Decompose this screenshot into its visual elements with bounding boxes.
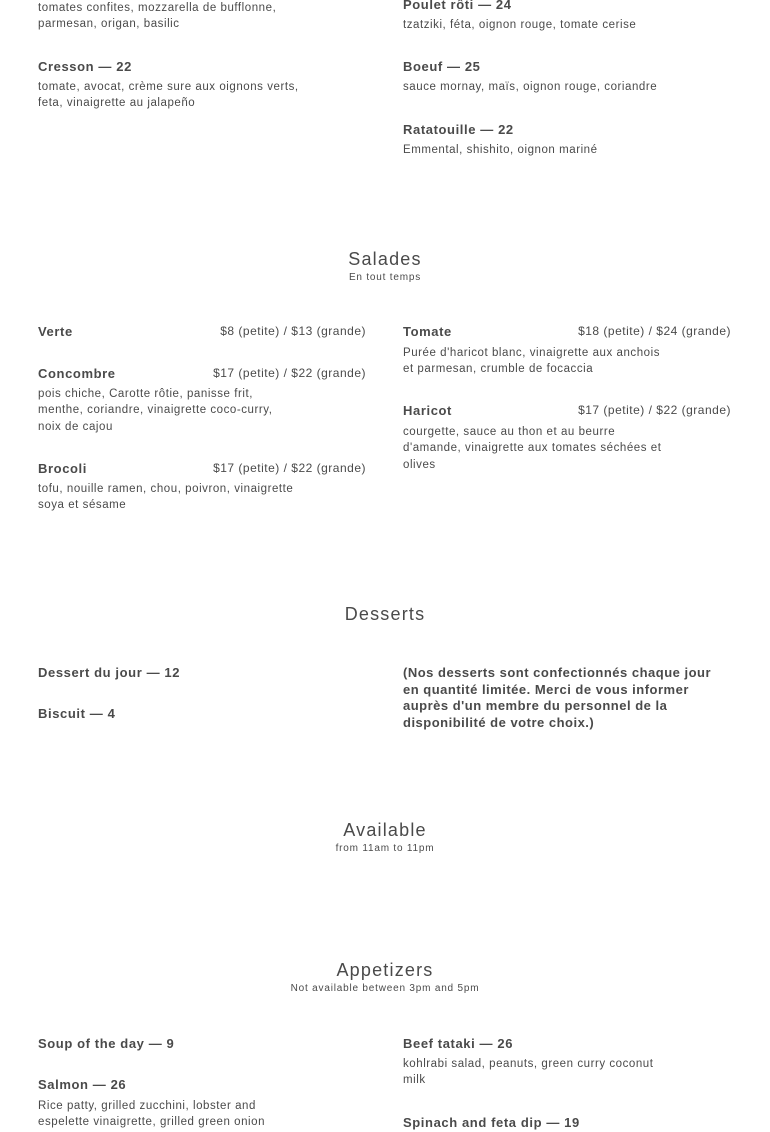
concombre-desc: pois chiche, Carotte rôtie, panisse frit, menthe, coriandre, vinaigrette coco-curry, noix de cajou xyxy=(38,388,273,433)
verte-name: Verte xyxy=(38,324,73,339)
haricot-desc: courgette, sauce au thon et au beurre d'amande, vinaigrette aux tomates séchées et olives xyxy=(403,426,662,471)
tomate-name: Tomate xyxy=(403,324,452,339)
concombre-name: Concombre xyxy=(38,366,116,381)
tomate-desc: Purée d'haricot blanc, vinaigrette aux anchois et parmesan, crumble de focaccia xyxy=(403,347,660,376)
desserts-title: Desserts xyxy=(344,604,426,624)
cresson-name: Cresson — 22 xyxy=(38,59,132,74)
salades-title: Salades xyxy=(348,249,422,269)
desserts-note: (Nos desserts sont confectionnés chaque jour en quantité limitée. Merci de vous informer auprès d'un membre du personnel de la disponibilité de votre choix.) xyxy=(403,665,712,730)
concombre-price: $17 (petite) / $22 (grande) xyxy=(213,366,366,380)
haricot-name: Haricot xyxy=(403,403,452,418)
top-partial-desc: tomates confites, mozzarella de bufflonne, parmesan, origan, basilic xyxy=(38,2,277,31)
soup-name: Soup of the day — 9 xyxy=(38,1036,175,1051)
brocoli-desc: tofu, nouille ramen, chou, poivron, vinaigrette soya et sésame xyxy=(38,483,294,512)
tomate-price: $18 (petite) / $24 (grande) xyxy=(578,324,731,338)
boeuf-name: Boeuf — 25 xyxy=(403,59,481,74)
poulet-desc: tzatziki, féta, oignon rouge, tomate cerise xyxy=(403,19,637,31)
cresson-desc: tomate, avocat, crème sure aux oignons verts, feta, vinaigrette au jalapeño xyxy=(38,81,299,110)
spinach-dip-name: Spinach and feta dip — 19 xyxy=(403,1115,580,1130)
beef-tataki-desc: kohlrabi salad, peanuts, green curry coconut milk xyxy=(403,1058,654,1087)
ratatouille-desc: Emmental, shishito, oignon mariné xyxy=(403,144,598,156)
biscuit-name: Biscuit — 4 xyxy=(38,706,116,721)
salades-subtitle: En tout temps xyxy=(348,272,422,283)
beef-tataki-name: Beef tataki — 26 xyxy=(403,1036,514,1051)
appetizers-title: Appetizers xyxy=(336,960,434,980)
poulet-name: Poulet rôti — 24 xyxy=(403,0,512,12)
dessert-du-jour-name: Dessert du jour — 12 xyxy=(38,665,181,680)
haricot-price: $17 (petite) / $22 (grande) xyxy=(578,403,731,417)
salmon-desc: Rice patty, grilled zucchini, lobster and espelette vinaigrette, grilled green onion xyxy=(38,1100,266,1129)
salmon-name: Salmon — 26 xyxy=(38,1077,127,1092)
ratatouille-name: Ratatouille — 22 xyxy=(403,122,514,137)
brocoli-price: $17 (petite) / $22 (grande) xyxy=(213,461,366,475)
brocoli-name: Brocoli xyxy=(38,461,87,476)
appetizers-subtitle: Not available between 3pm and 5pm xyxy=(290,983,480,994)
available-subtitle: from 11am to 11pm xyxy=(335,843,435,854)
boeuf-desc: sauce mornay, maïs, oignon rouge, coriandre xyxy=(403,81,658,93)
verte-price: $8 (petite) / $13 (grande) xyxy=(220,324,366,338)
available-title: Available xyxy=(343,820,427,840)
